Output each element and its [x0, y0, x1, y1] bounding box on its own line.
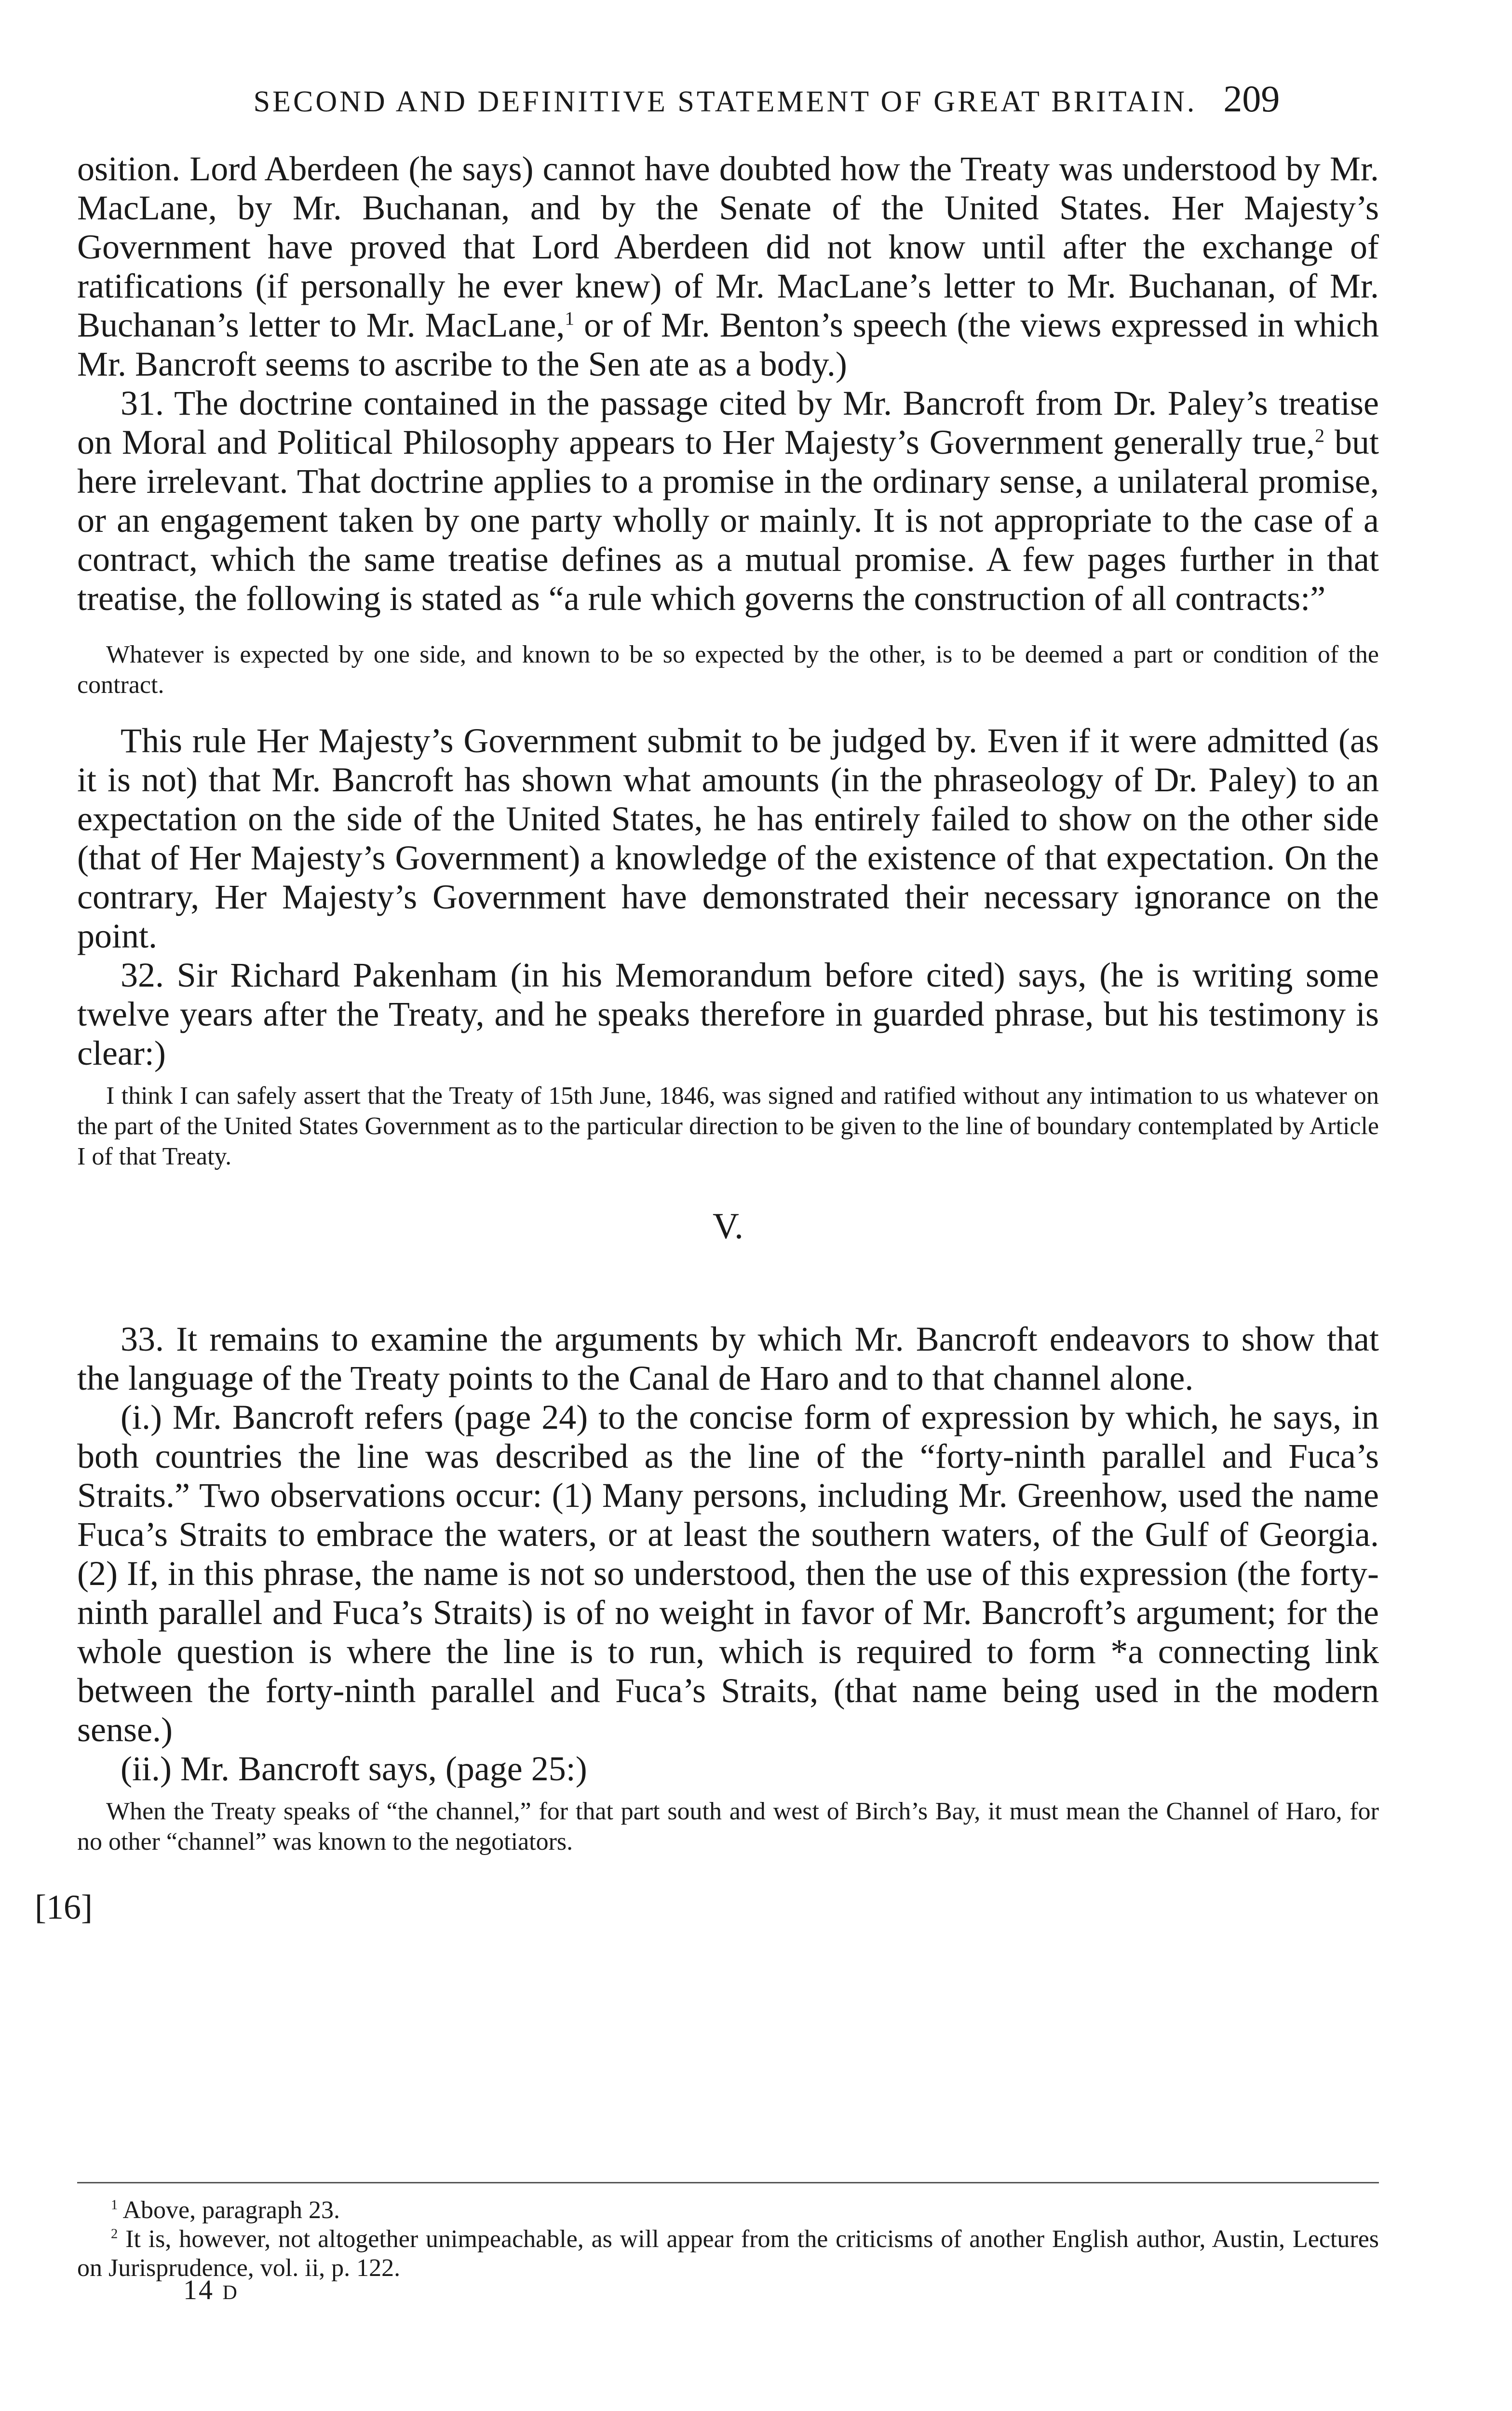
signature-letter: D [222, 2282, 239, 2304]
paragraph-33-i: (i.) Mr. Bancroft refers (page 24) to the concise form of expression by which, he says, in both countries the line was described as the line of the “forty-ninth parallel and Fuca’s Straits.” Two observations occur: (1) Many persons, including Mr. Greenhow, used the name Fuca’s Straits to embrace the waters, or at least the southern waters, of the Gulf of Georgia. (2) If, in this phrase, the name is not so understood, then the use of this expression (the forty-ninth parallel and Fuca’s Straits) is of no weight in favor of Mr. Bancroft’s argument; for the whole question is where the line is to run, which is required to form *a connecting link between the forty-ninth parallel and Fuca’s Straits, (that name being used in the modern sense.) [77, 1398, 1379, 1749]
running-head [121, 77, 1413, 140]
footnote-rule [77, 2182, 1379, 2183]
paragraph-31-continued: This rule Her Majesty’s Government submit to be judged by. Even if it were admitted (as it is not) that Mr. Bancroft has shown what amounts (in the phraseology of Dr. Paley) to an expectation on the side of the United States, he has entirely failed to show on the other side (that of Her Majesty’s Government) a knowledge of the existence of that expectation. On the contrary, Her Majesty’s Government have demonstrated their necessary ignorance on the point. [77, 721, 1379, 955]
printer-signature [183, 2274, 239, 2306]
footnote-mark: 2 [111, 2226, 118, 2242]
paragraph-30-continued: osition. Lord Aberdeen (he says) cannot have doubted how the Treaty was understood by Mr. MacLane, by Mr. Buchanan, and by the Senate of the United States. Her Majesty’s Government have proved that Lord Aberdeen did not know until after the exchange of ratifications (if personally he ever knew) of Mr. MacLane’s letter to Mr. Buchanan, of Mr. Buchanan’s letter to Mr. MacLane,$^1$ or of Mr. Benton’s speech (the views expressed in which Mr. Bancroft seems to ascribe to the Sen ate as a body.) [77, 149, 1379, 383]
footnote-2: $^2$ It is, however, not altogether unimpeachable, as will appear from the criticisms of another English author, Austin, Lectures on Jurisprudence, vol. ii, p. 122. [77, 2225, 1379, 2282]
paragraph-33: 33. It remains to examine the arguments by which Mr. Bancroft endeavors to show that the language of the Treaty points to the Canal de Haro and to that channel alone. [77, 1320, 1379, 1397]
block-quote-pakenham: I think I can safely assert that the Treaty of 15th June, 1846, was signed and ratified without any intimation to us whatever on the part of the United States Government as to the particular direction to be given to the line of boundary contemplated by Article I of that Treaty. [77, 1082, 1379, 1170]
block-quote-bancroft: When the Treaty speaks of “the channel,” for that part south and west of Birch’s Bay, it must mean the Channel of Haro, for no other “channel” was known to the negotiators. [77, 1798, 1379, 1856]
footnote-mark: 1 [111, 2197, 118, 2213]
paragraph-31: 31. The doctrine contained in the passage cited by Mr. Bancroft from Dr. Paley’s treatise on Moral and Political Philosophy appears to Her Majesty’s Government generally true,$^2$ but here irrelevant. That doctrine applies to a promise in the ordinary sense, a unilateral promise, or an engagement taken by one party wholly or mainly. It is not appropriate to the case of a contract, which the same treatise defines as a mutual promise. A few pages further in that treatise, the following is stated as “a rule which governs the construction of all contracts:” [77, 384, 1379, 618]
paragraph-33-ii: (ii.) Mr. Bancroft says, (page 25:) [121, 1749, 587, 1788]
footnote-ref-2: 2 [1315, 425, 1325, 446]
paragraph-32: 32. Sir Richard Pakenham (in his Memorandum before cited) says, (he is writing some twelve years after the Treaty, and he speaks therefore in guarded phrase, but his testimony is clear:) [77, 956, 1379, 1072]
block-quote-paley: Whatever is expected by one side, and known to be so expected by the other, is to be deemed a part or condition of the contract. [77, 641, 1379, 699]
margin-page-marker: [16] [35, 1888, 93, 1926]
footnotes [77, 2182, 1379, 2283]
footnote-1: $^1$ Above, paragraph 23. [111, 2196, 340, 2224]
page-number: 209 [1223, 78, 1280, 120]
signature-number: 14 [183, 2274, 214, 2305]
body-text [77, 149, 1379, 1869]
footnote-ref-1: 1 [565, 308, 575, 329]
section-heading: V. [712, 1206, 744, 1246]
running-head-title: SECOND AND DEFINITIVE STATEMENT OF GREAT BRITAIN. [253, 85, 1197, 118]
